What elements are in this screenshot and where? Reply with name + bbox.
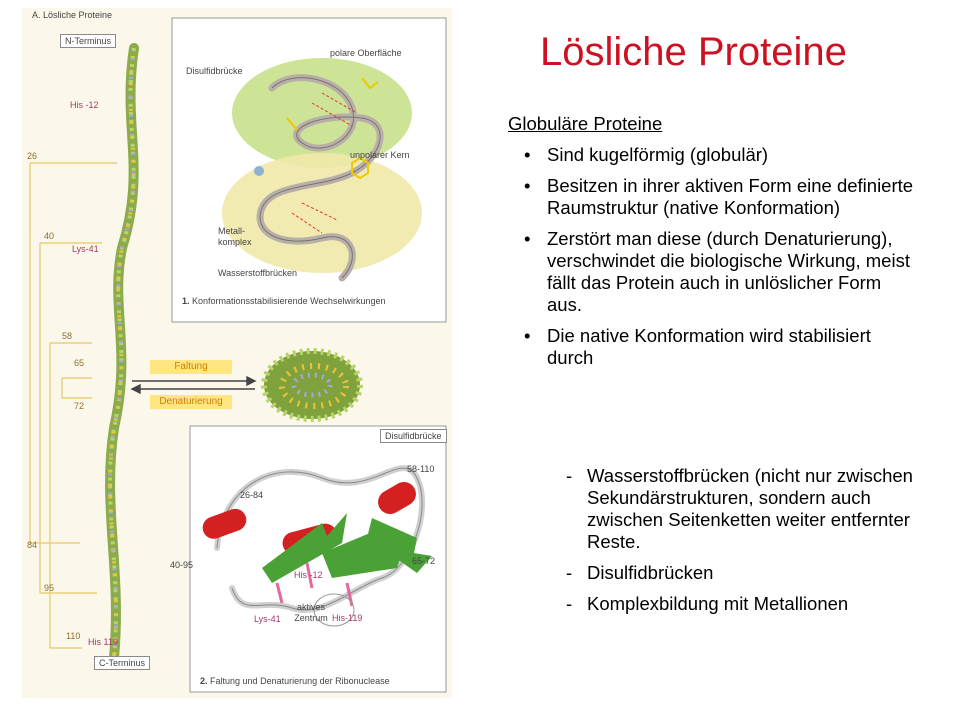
bullet-marker: • (524, 175, 531, 196)
bullet-marker: • (524, 144, 531, 165)
active-center-label-line2: Zentrum (294, 613, 328, 623)
dash-marker: - (566, 465, 573, 486)
label-58-110: 58-110 (407, 464, 435, 474)
chain-number-58: 58 (62, 331, 73, 341)
folding-label: Faltung (150, 360, 232, 374)
bullet-marker: • (524, 325, 531, 346)
n-terminus-label: N-Terminus (60, 34, 116, 48)
chain-number-110: 110 (66, 631, 81, 641)
bullet-item: • Die native Konformation wird stabilisiert durch (524, 325, 871, 368)
slide-title: Lösliche Proteine (540, 30, 847, 74)
inset2-caption: 2. Faltung und Denaturierung der Ribonuclease (200, 676, 390, 686)
chain-number-26: 26 (27, 151, 38, 161)
bullet-item: • Besitzen in ihrer aktiven Form eine definierte Raumstruktur (native Konformation) (524, 175, 914, 218)
bullet-list (520, 144, 920, 378)
bullet-item: • Sind kugelförmig (globulär) (524, 144, 769, 165)
label-40-95: 40-95 (170, 560, 194, 570)
label-65-72: 65-72 (412, 556, 436, 566)
folded-globule (264, 351, 360, 419)
metal-complex-label-line2: komplex (218, 237, 252, 247)
his119-residue-label: His 119 (88, 637, 118, 647)
hydrogen-bonds-label: Wasserstoffbrücken (218, 268, 298, 278)
metal-complex-label-line1: Metall- (218, 226, 246, 236)
active-center-label-line1: aktives (296, 602, 325, 612)
folding-arrows (132, 377, 255, 393)
disulfide-box-label: Disulfidbrücke (380, 429, 447, 443)
chain-number-65: 65 (74, 358, 85, 368)
chain-number-84: 84 (27, 540, 38, 550)
his12-residue-label: His -12 (70, 100, 99, 110)
protein-figure (22, 8, 452, 698)
bullet-item: • Zerstört man diese (durch Denaturierung), verschwindet die biologische Wirkung, meist fällt das Protein auch in unlöslicher Form aus. (524, 228, 910, 315)
extended-chain (110, 48, 134, 658)
inset1-caption: 1. Konformationsstabilisierende Wechselwirkungen (182, 296, 386, 306)
nonpolar-core-label: unpolarer Kern (350, 150, 410, 160)
sub-bullet-list (560, 465, 920, 624)
chain-number-95: 95 (44, 583, 55, 593)
ribbon-lys41-label: Lys-41 (254, 614, 281, 624)
ribbon-his119-label: His-119 (332, 613, 363, 623)
chain-number-72: 72 (74, 401, 85, 411)
c-terminus-label: C-Terminus (94, 656, 150, 670)
dash-marker: - (566, 562, 573, 583)
sub-bullet-item: - Wasserstoffbrücken (nicht nur zwischen Sekundärstrukturen, sondern auch zwischen Seitenketten weiter entfernter Reste. (566, 465, 913, 552)
dash-marker: - (566, 593, 573, 614)
chain-number-40: 40 (44, 231, 55, 241)
disulfide-bridge-label: Disulfidbrücke (186, 66, 243, 76)
polar-surface-label: polare Oberfläche (330, 48, 402, 58)
denaturation-label: Denaturierung (150, 395, 232, 409)
figure-artwork (22, 8, 452, 698)
sub-bullet-item: - Komplexbildung mit Metallionen (566, 593, 849, 614)
ribbon-his12-label: His -12 (294, 570, 323, 580)
section-heading: Globuläre Proteine (508, 113, 663, 134)
bullet-marker: • (524, 228, 531, 249)
panel-title: A. Lösliche Proteine (32, 10, 113, 20)
sub-bullet-item: - Disulfidbrücken (566, 562, 714, 583)
lys41-residue-label: Lys-41 (72, 244, 99, 254)
label-26-84: 26-84 (240, 490, 264, 500)
